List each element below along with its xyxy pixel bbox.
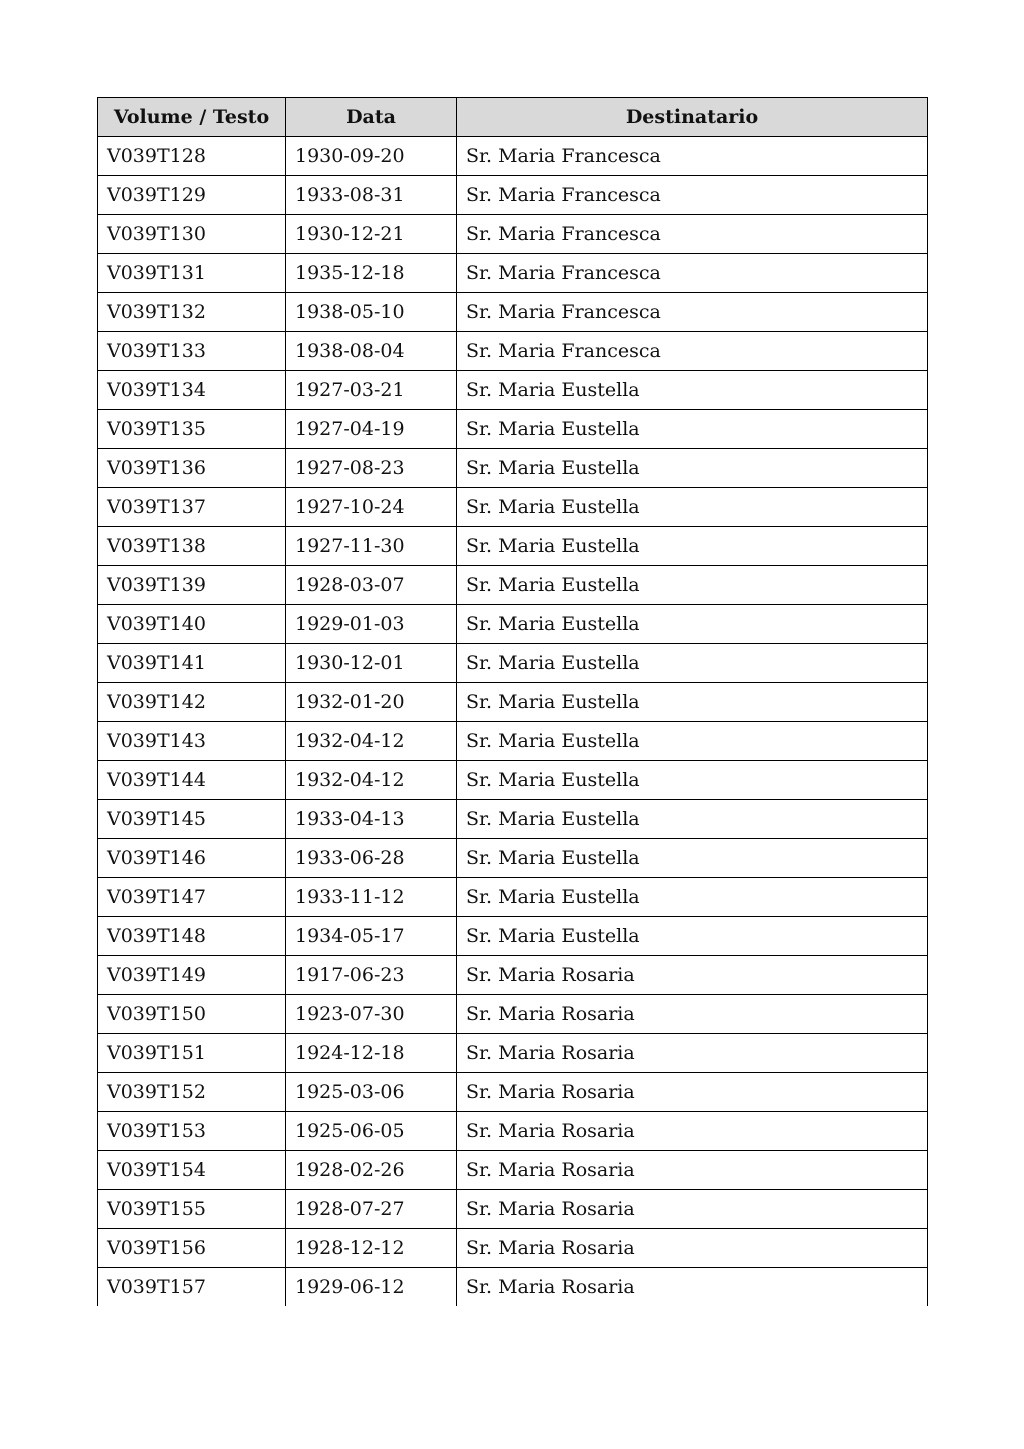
cell-data: 1934-05-17: [286, 917, 457, 956]
table-row: [98, 722, 928, 761]
cell-destinatario: Sr. Maria Eustella: [457, 527, 928, 566]
cell-destinatario: Sr. Maria Rosaria: [457, 1151, 928, 1190]
cell-destinatario: Sr. Maria Francesca: [457, 176, 928, 215]
table-row: [98, 1229, 928, 1268]
table-row: [98, 332, 928, 371]
cell-data: 1929-06-12: [286, 1268, 457, 1307]
cell-volume-testo: V039T156: [98, 1229, 286, 1268]
cell-destinatario: Sr. Maria Eustella: [457, 839, 928, 878]
cell-data: 1938-05-10: [286, 293, 457, 332]
cell-data: 1927-03-21: [286, 371, 457, 410]
cell-data: 1933-08-31: [286, 176, 457, 215]
cell-destinatario: Sr. Maria Eustella: [457, 683, 928, 722]
cell-destinatario: Sr. Maria Eustella: [457, 566, 928, 605]
cell-volume-testo: V039T142: [98, 683, 286, 722]
table-row: [98, 527, 928, 566]
cell-data: 1923-07-30: [286, 995, 457, 1034]
table-row: [98, 605, 928, 644]
cell-data: 1933-06-28: [286, 839, 457, 878]
cell-data: 1924-12-18: [286, 1034, 457, 1073]
cell-data: 1930-09-20: [286, 137, 457, 176]
cell-destinatario: Sr. Maria Francesca: [457, 293, 928, 332]
cell-data: 1933-11-12: [286, 878, 457, 917]
cell-destinatario: Sr. Maria Rosaria: [457, 1073, 928, 1112]
header-destinatario: Destinatario: [457, 98, 928, 137]
cell-destinatario: Sr. Maria Eustella: [457, 917, 928, 956]
cell-data: 1917-06-23: [286, 956, 457, 995]
table-row: [98, 1151, 928, 1190]
cell-volume-testo: V039T149: [98, 956, 286, 995]
cell-data: 1930-12-01: [286, 644, 457, 683]
cell-volume-testo: V039T138: [98, 527, 286, 566]
table-row: [98, 1073, 928, 1112]
cell-data: 1925-06-05: [286, 1112, 457, 1151]
cell-volume-testo: V039T157: [98, 1268, 286, 1307]
cell-data: 1928-07-27: [286, 1190, 457, 1229]
table-row: [98, 488, 928, 527]
cell-volume-testo: V039T136: [98, 449, 286, 488]
cell-data: 1927-10-24: [286, 488, 457, 527]
cell-volume-testo: V039T135: [98, 410, 286, 449]
cell-volume-testo: V039T151: [98, 1034, 286, 1073]
cell-volume-testo: V039T155: [98, 1190, 286, 1229]
table-header: [98, 98, 928, 137]
cell-volume-testo: V039T133: [98, 332, 286, 371]
table-row: [98, 566, 928, 605]
header-row: [98, 98, 928, 137]
cell-destinatario: Sr. Maria Rosaria: [457, 1268, 928, 1307]
cell-data: 1932-04-12: [286, 761, 457, 800]
table-row: [98, 1190, 928, 1229]
cell-volume-testo: V039T143: [98, 722, 286, 761]
cell-data: 1929-01-03: [286, 605, 457, 644]
table-row: [98, 371, 928, 410]
cell-volume-testo: V039T150: [98, 995, 286, 1034]
cell-destinatario: Sr. Maria Rosaria: [457, 1190, 928, 1229]
table-row: [98, 683, 928, 722]
cell-volume-testo: V039T129: [98, 176, 286, 215]
table-row: [98, 644, 928, 683]
cell-destinatario: Sr. Maria Rosaria: [457, 1229, 928, 1268]
table-row: [98, 878, 928, 917]
cell-destinatario: Sr. Maria Eustella: [457, 410, 928, 449]
cell-volume-testo: V039T152: [98, 1073, 286, 1112]
header-data: Data: [286, 98, 457, 137]
cell-volume-testo: V039T137: [98, 488, 286, 527]
table-row: [98, 137, 928, 176]
cell-data: 1928-02-26: [286, 1151, 457, 1190]
cell-data: 1935-12-18: [286, 254, 457, 293]
cell-data: 1927-11-30: [286, 527, 457, 566]
cell-destinatario: Sr. Maria Rosaria: [457, 995, 928, 1034]
cell-volume-testo: V039T144: [98, 761, 286, 800]
cell-destinatario: Sr. Maria Eustella: [457, 761, 928, 800]
cell-data: 1930-12-21: [286, 215, 457, 254]
cell-data: 1928-12-12: [286, 1229, 457, 1268]
cell-destinatario: Sr. Maria Rosaria: [457, 1034, 928, 1073]
cell-destinatario: Sr. Maria Francesca: [457, 332, 928, 371]
cell-data: 1933-04-13: [286, 800, 457, 839]
cell-data: 1927-04-19: [286, 410, 457, 449]
table-row: [98, 1112, 928, 1151]
cell-volume-testo: V039T154: [98, 1151, 286, 1190]
cell-destinatario: Sr. Maria Eustella: [457, 644, 928, 683]
table-row: [98, 254, 928, 293]
cell-data: 1938-08-04: [286, 332, 457, 371]
cell-destinatario: Sr. Maria Francesca: [457, 137, 928, 176]
cell-volume-testo: V039T153: [98, 1112, 286, 1151]
cell-volume-testo: V039T139: [98, 566, 286, 605]
table-row: [98, 449, 928, 488]
table-row: [98, 1034, 928, 1073]
cell-destinatario: Sr. Maria Eustella: [457, 488, 928, 527]
cell-data: 1925-03-06: [286, 1073, 457, 1112]
table-row: [98, 293, 928, 332]
table-row: [98, 800, 928, 839]
table-row: [98, 410, 928, 449]
cell-destinatario: Sr. Maria Eustella: [457, 605, 928, 644]
cell-volume-testo: V039T147: [98, 878, 286, 917]
cell-destinatario: Sr. Maria Eustella: [457, 800, 928, 839]
table-row: [98, 956, 928, 995]
cell-destinatario: Sr. Maria Rosaria: [457, 1112, 928, 1151]
cell-volume-testo: V039T134: [98, 371, 286, 410]
cell-volume-testo: V039T141: [98, 644, 286, 683]
cell-data: 1928-03-07: [286, 566, 457, 605]
cell-destinatario: Sr. Maria Eustella: [457, 371, 928, 410]
table-row: [98, 215, 928, 254]
cell-destinatario: Sr. Maria Francesca: [457, 254, 928, 293]
cell-volume-testo: V039T140: [98, 605, 286, 644]
cell-destinatario: Sr. Maria Francesca: [457, 215, 928, 254]
table-row: [98, 1268, 928, 1307]
cell-data: 1932-04-12: [286, 722, 457, 761]
cell-destinatario: Sr. Maria Eustella: [457, 449, 928, 488]
cell-volume-testo: V039T128: [98, 137, 286, 176]
table-body: [98, 137, 928, 1307]
table-row: [98, 839, 928, 878]
cell-data: 1927-08-23: [286, 449, 457, 488]
table-row: [98, 761, 928, 800]
table-row: [98, 917, 928, 956]
cell-destinatario: Sr. Maria Eustella: [457, 722, 928, 761]
table-row: [98, 995, 928, 1034]
cell-volume-testo: V039T146: [98, 839, 286, 878]
header-volume-testo: Volume / Testo: [98, 98, 286, 137]
cell-volume-testo: V039T148: [98, 917, 286, 956]
table-row: [98, 176, 928, 215]
cell-volume-testo: V039T145: [98, 800, 286, 839]
cell-destinatario: Sr. Maria Eustella: [457, 878, 928, 917]
cell-destinatario: Sr. Maria Rosaria: [457, 956, 928, 995]
records-table: [97, 97, 928, 1306]
cell-volume-testo: V039T130: [98, 215, 286, 254]
cell-volume-testo: V039T132: [98, 293, 286, 332]
cell-volume-testo: V039T131: [98, 254, 286, 293]
cell-data: 1932-01-20: [286, 683, 457, 722]
